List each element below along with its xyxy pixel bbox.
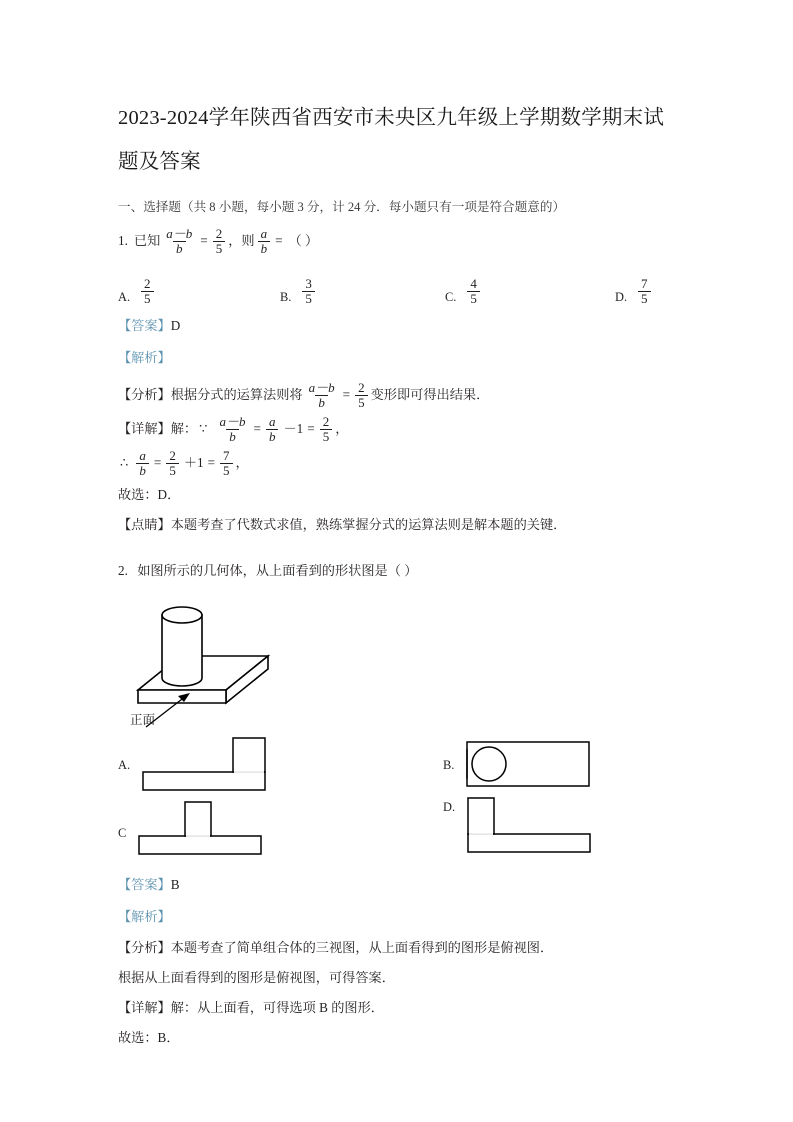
analysis-text-1: 根据分式的运算法则将: [170, 387, 303, 402]
question-2-explain-label: 【解析】: [118, 909, 171, 924]
comma-1: ，: [335, 421, 349, 436]
fraction-numerator: a: [268, 413, 276, 429]
analysis-text: 本题考查了简单组合体的三视图，从上面看得到的图形是俯视图．: [170, 940, 554, 955]
fraction-denominator: 5: [638, 291, 651, 306]
fraction-denominator: b: [258, 241, 271, 256]
detail-label: 【详解】: [118, 421, 171, 436]
page-content: [118, 96, 678, 1053]
answer-value: B: [170, 877, 180, 892]
question-1-detail-line-1: [118, 412, 678, 446]
answer-value: D: [170, 318, 181, 333]
equals-sign-7: =: [207, 455, 216, 470]
option-c-fraction: [467, 277, 480, 306]
detail-text: 解：从上面看，可得选项 B 的图形．: [170, 1000, 384, 1015]
question-2-analysis: [118, 933, 678, 963]
question-2-options: [118, 732, 678, 867]
shape-bar-with-right-riser: [137, 732, 275, 794]
fraction-a-minus-b-over-b: [163, 227, 195, 256]
analysis-label: 【分析】: [118, 940, 171, 955]
horizontal-bar: [468, 834, 590, 852]
option-a-fraction: [141, 277, 154, 306]
option-a-figure-wrap[interactable]: [118, 732, 275, 794]
question-2-answer-line: [118, 869, 678, 901]
question-2-solid-figure: [120, 590, 678, 728]
fraction-denominator: 5: [220, 463, 233, 478]
option-a-label: A.: [118, 758, 131, 772]
answer-label: 【答案】: [118, 877, 171, 892]
question-1-explain-label: 【解析】: [118, 350, 171, 365]
fraction-a-over-b-3: [136, 449, 149, 478]
fraction-numerator: 7: [641, 276, 648, 292]
equals-sign-5: =: [307, 421, 315, 436]
horizontal-bar: [143, 772, 265, 790]
section-heading: 一、选择题（共 8 小题，每小题 3 分，计 24 分．每小题只有一项是符合题意的）: [118, 200, 566, 214]
question-2-stem: [118, 556, 678, 586]
option-d-figure-wrap[interactable]: [443, 794, 600, 856]
cylinder-body: [162, 615, 202, 686]
fraction-denominator: 5: [213, 241, 226, 256]
tip-text: 本题考查了代数式求值，熟练掌握分式的运算法则是解本题的关键．: [170, 517, 567, 532]
question-2-conclusion: 故选：B．: [118, 1030, 180, 1045]
fraction-denominator: b: [315, 395, 328, 410]
question-1-detail-line-2: [118, 446, 678, 480]
detail-label: 【详解】: [118, 1000, 171, 1015]
cylinder-top-ellipse: [162, 607, 202, 623]
option-b-label: B.: [443, 758, 455, 772]
fraction-denominator: 5: [467, 291, 480, 306]
fraction-denominator: 5: [302, 291, 315, 306]
option-c-label: C.: [445, 290, 457, 304]
fraction-numerator: a: [260, 226, 268, 242]
fraction-numerator: 2: [215, 226, 223, 242]
fraction-two-fifths: [213, 227, 226, 256]
option-b-fraction: [302, 277, 315, 306]
minus-one-term: －1: [283, 421, 304, 436]
fraction-numerator: 2: [358, 379, 365, 395]
fraction-two-fifths-3: [320, 415, 333, 444]
fraction-numerator: a: [139, 447, 146, 463]
option-b-figure-wrap[interactable]: [443, 732, 599, 794]
equals-sign-2: =: [275, 233, 283, 248]
fraction-denominator: b: [226, 429, 239, 444]
option-b-label: B.: [280, 290, 292, 304]
fraction-a-minus-b-over-b-3: [217, 415, 249, 444]
shape-tee: [133, 798, 271, 860]
because-symbol: ∵: [199, 421, 208, 436]
question-1-choice-paren: （ ）: [288, 233, 319, 248]
fraction-denominator: 5: [355, 395, 368, 410]
therefore-symbol: ∴: [120, 455, 129, 470]
question-2-analysis-2: 根据从上面看得到的图形是俯视图，可得答案．: [118, 970, 395, 985]
fraction-numerator: 7: [223, 447, 230, 463]
question-2-text: 如图所示的几何体，从上面看到的形状图是（ ）: [137, 563, 418, 578]
option-a-label: A.: [118, 290, 131, 304]
fraction-denominator: 5: [166, 463, 179, 478]
fraction-numerator: 3: [305, 276, 312, 292]
option-d-label: D.: [615, 290, 628, 304]
horizontal-bar: [139, 836, 261, 854]
option-b[interactable]: [280, 277, 445, 306]
fraction-two-fifths-4: [166, 449, 179, 478]
fraction-denominator: 5: [320, 429, 333, 444]
question-1-number: 1.: [118, 233, 128, 248]
option-d[interactable]: [615, 277, 654, 306]
question-1-analysis: [118, 378, 678, 412]
fraction-numerator: a－b: [166, 226, 193, 242]
question-2-number: 2.: [118, 563, 128, 578]
figure-front-label: 正面: [130, 713, 156, 727]
fraction-denominator: b: [136, 463, 149, 478]
option-c[interactable]: [445, 277, 615, 306]
shape-ell: [462, 794, 600, 856]
equals-sign: =: [200, 233, 208, 248]
cylinder-on-slab-diagram: [120, 590, 300, 730]
option-c-figure-wrap[interactable]: [118, 798, 271, 860]
analysis-text-2: 变形即可得出结果．: [370, 387, 490, 402]
shape-rect-with-left-circle: [461, 732, 599, 794]
tip-label: 【点睛】: [118, 517, 171, 532]
fraction-a-minus-b-over-b-2: [306, 381, 338, 410]
fraction-two-fifths-2: [355, 381, 368, 410]
fraction-numerator: 4: [470, 276, 477, 292]
equals-sign-4: =: [253, 421, 261, 436]
fraction-denominator: 5: [141, 291, 154, 306]
fraction-denominator: b: [266, 429, 279, 444]
option-d-fraction: [638, 277, 651, 306]
question-2-detail: [118, 993, 678, 1023]
question-1-options: [118, 264, 678, 306]
question-1-stem: [118, 226, 678, 256]
option-d-label: D.: [443, 800, 456, 814]
vertical-riser: [468, 798, 494, 834]
question-1-tip: [118, 510, 678, 540]
option-c-label: C: [118, 826, 127, 840]
equals-sign-3: =: [342, 387, 351, 402]
question-1-conclusion: 故选：D．: [118, 487, 181, 502]
fraction-numerator: 2: [169, 447, 176, 463]
question-1-mid: ，则: [228, 233, 255, 248]
inner-circle: [472, 747, 506, 781]
fraction-numerator: 2: [322, 413, 330, 429]
vertical-riser: [233, 738, 265, 772]
fraction-a-over-b: [258, 227, 271, 256]
fraction-a-over-b-2: [266, 415, 279, 444]
plus-one-term: ＋1: [183, 455, 204, 470]
page-title: 2023-2024学年陕西省西安市未央区九年级上学期数学期末试题及答案: [118, 107, 665, 173]
question-1-answer-line: [118, 310, 678, 342]
comma-2: ，: [235, 455, 249, 470]
question-1-prefix: 已知: [133, 233, 161, 248]
fraction-denominator: b: [173, 241, 186, 256]
fraction-numerator: a－b: [219, 413, 246, 429]
option-a[interactable]: [118, 277, 280, 306]
fraction-seven-fifths: [220, 449, 233, 478]
vertical-riser: [185, 802, 211, 836]
fraction-numerator: a－b: [308, 379, 335, 395]
fraction-numerator: 2: [144, 276, 151, 292]
analysis-label: 【分析】: [118, 387, 171, 402]
answer-label: 【答案】: [118, 318, 171, 333]
detail-prefix: 解：: [170, 421, 198, 436]
equals-sign-6: =: [153, 455, 162, 470]
